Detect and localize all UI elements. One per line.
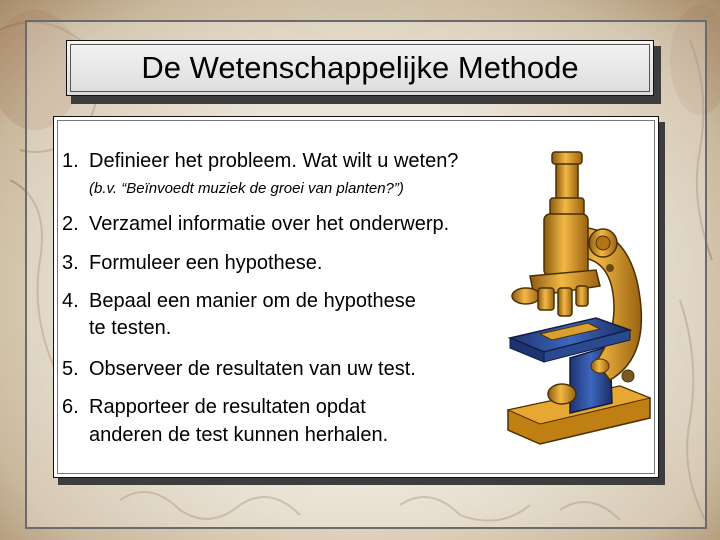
list-item-number: 1. <box>62 150 79 172</box>
microscope-icon <box>500 148 660 458</box>
list-item <box>62 396 366 419</box>
page-title: De Wetenschappelijke Methode <box>141 50 579 85</box>
list-item-number: 4. <box>62 290 79 312</box>
list-item <box>62 213 449 236</box>
list-item-number: 3. <box>62 252 79 274</box>
title-box <box>66 40 654 96</box>
list-item-continuation: te testen. <box>89 317 172 339</box>
list-item-number: 6. <box>62 396 79 418</box>
list-item-text: Rapporteer de resultaten opdat <box>89 396 366 418</box>
list-item-number: 2. <box>62 213 79 235</box>
list-item-text: Definieer het probleem. Wat wilt u weten? <box>89 150 459 172</box>
list-item <box>62 252 322 275</box>
list-item-text: Verzamel informatie over het onderwerp. <box>89 213 450 235</box>
list-item-text: Formuleer een hypothese. <box>89 252 323 274</box>
list-item <box>62 150 458 173</box>
list-item-text: Bepaal een manier om de hypothese <box>89 290 416 312</box>
list-item-text: Observeer de resultaten van uw test. <box>89 358 416 380</box>
list-item-note: (b.v. “Beïnvoedt muziek de groei van planten?”) <box>89 180 404 197</box>
list-item <box>62 358 416 381</box>
list-item <box>62 290 416 313</box>
list-item-number: 5. <box>62 358 79 380</box>
list-item-continuation: anderen de test kunnen herhalen. <box>89 424 389 446</box>
